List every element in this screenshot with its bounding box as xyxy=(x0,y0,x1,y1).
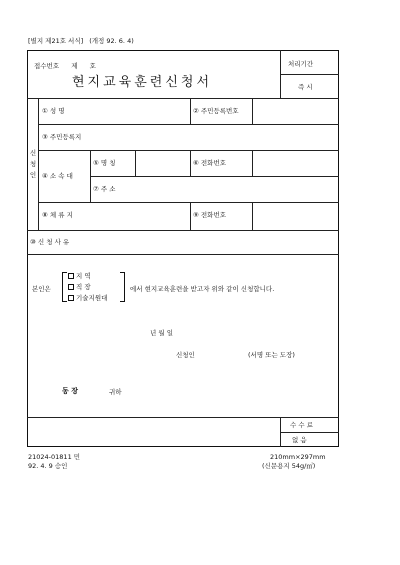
sign-hint: (서명 또는 도장) xyxy=(248,351,295,359)
reason-label: ⑩ 신 청 사 유 xyxy=(30,238,70,246)
divider xyxy=(190,150,191,176)
divider xyxy=(27,230,339,231)
unit-address-label: ⑦ 주 소 xyxy=(93,185,116,193)
receipt-ho: 호 xyxy=(89,62,96,70)
date-line: 년 월 일 xyxy=(150,329,173,337)
option-region[interactable] xyxy=(68,273,91,280)
divider xyxy=(38,150,339,151)
applicant-sign-label: 신청인 xyxy=(176,351,195,359)
divider xyxy=(252,98,253,124)
receipt-label: 접수번호 xyxy=(34,62,60,70)
statement-suffix: 에서 현지교육훈련을 받고자 위와 같이 신청합니다. xyxy=(130,285,275,293)
footer-left-2: 92. 4. 9 승인 xyxy=(28,462,68,470)
stay-phone-label: ⑨ 전화번호 xyxy=(193,211,227,219)
divider xyxy=(27,417,339,418)
fee-value: 없 음 xyxy=(292,436,307,444)
resident-no-label: ② 주민등록번호 xyxy=(193,107,239,115)
recipient-suffix: 귀하 xyxy=(109,388,122,396)
option-label: 직 장 xyxy=(76,283,91,291)
fee-label: 수 수 료 xyxy=(290,421,313,429)
divider xyxy=(280,74,339,75)
name-label: ① 성 명 xyxy=(42,107,65,115)
statement-prefix: 본인은 xyxy=(32,285,51,293)
footer-right-1: 210mm×297mm xyxy=(270,453,326,461)
divider xyxy=(280,432,339,433)
applicant-section-label: 신 청 인 xyxy=(29,149,37,179)
divider xyxy=(38,98,39,230)
checkbox[interactable] xyxy=(68,273,74,279)
left-bracket xyxy=(62,272,67,302)
right-bracket xyxy=(120,272,125,302)
option-workplace[interactable] xyxy=(68,284,91,291)
divider xyxy=(27,254,339,255)
stay-label: ⑧ 체 류 지 xyxy=(42,211,73,219)
form-number xyxy=(28,38,134,45)
affiliation-label: ④ 소 속 대 xyxy=(42,172,73,180)
option-label: 지 역 xyxy=(76,272,91,280)
processing-period-label: 처리기간 xyxy=(288,60,314,68)
divider xyxy=(135,150,136,176)
footer-left-1: 21024-01811 민 xyxy=(28,453,81,461)
page-title: 현지교육훈련신청서 xyxy=(72,75,213,90)
revision-text: (개정 92. 6. 4) xyxy=(89,37,134,45)
divider xyxy=(38,124,339,125)
divider xyxy=(190,98,191,124)
form-number-text: [별지 제21호 서식] xyxy=(28,37,84,45)
divider xyxy=(252,150,253,176)
recipient: 동 장 xyxy=(62,387,78,395)
unit-name-label: ⑤ 명 칭 xyxy=(93,159,116,167)
receipt-no: 제 xyxy=(71,62,78,70)
divider xyxy=(38,202,339,203)
processing-period-value: 즉 시 xyxy=(298,83,313,91)
option-tech-support[interactable] xyxy=(68,295,107,302)
footer-right-2: (신문용지 54g/㎡) xyxy=(262,462,316,470)
checkbox[interactable] xyxy=(68,295,74,301)
divider xyxy=(27,98,339,99)
receipt-number xyxy=(34,63,96,70)
divider xyxy=(252,202,253,230)
checkbox[interactable] xyxy=(68,284,74,290)
option-label: 기술지원대 xyxy=(76,294,108,302)
divider xyxy=(90,176,339,177)
divider xyxy=(190,202,191,230)
unit-phone-label: ⑥ 전화번호 xyxy=(193,159,227,167)
address-label: ③ 주민등록지 xyxy=(42,133,82,141)
